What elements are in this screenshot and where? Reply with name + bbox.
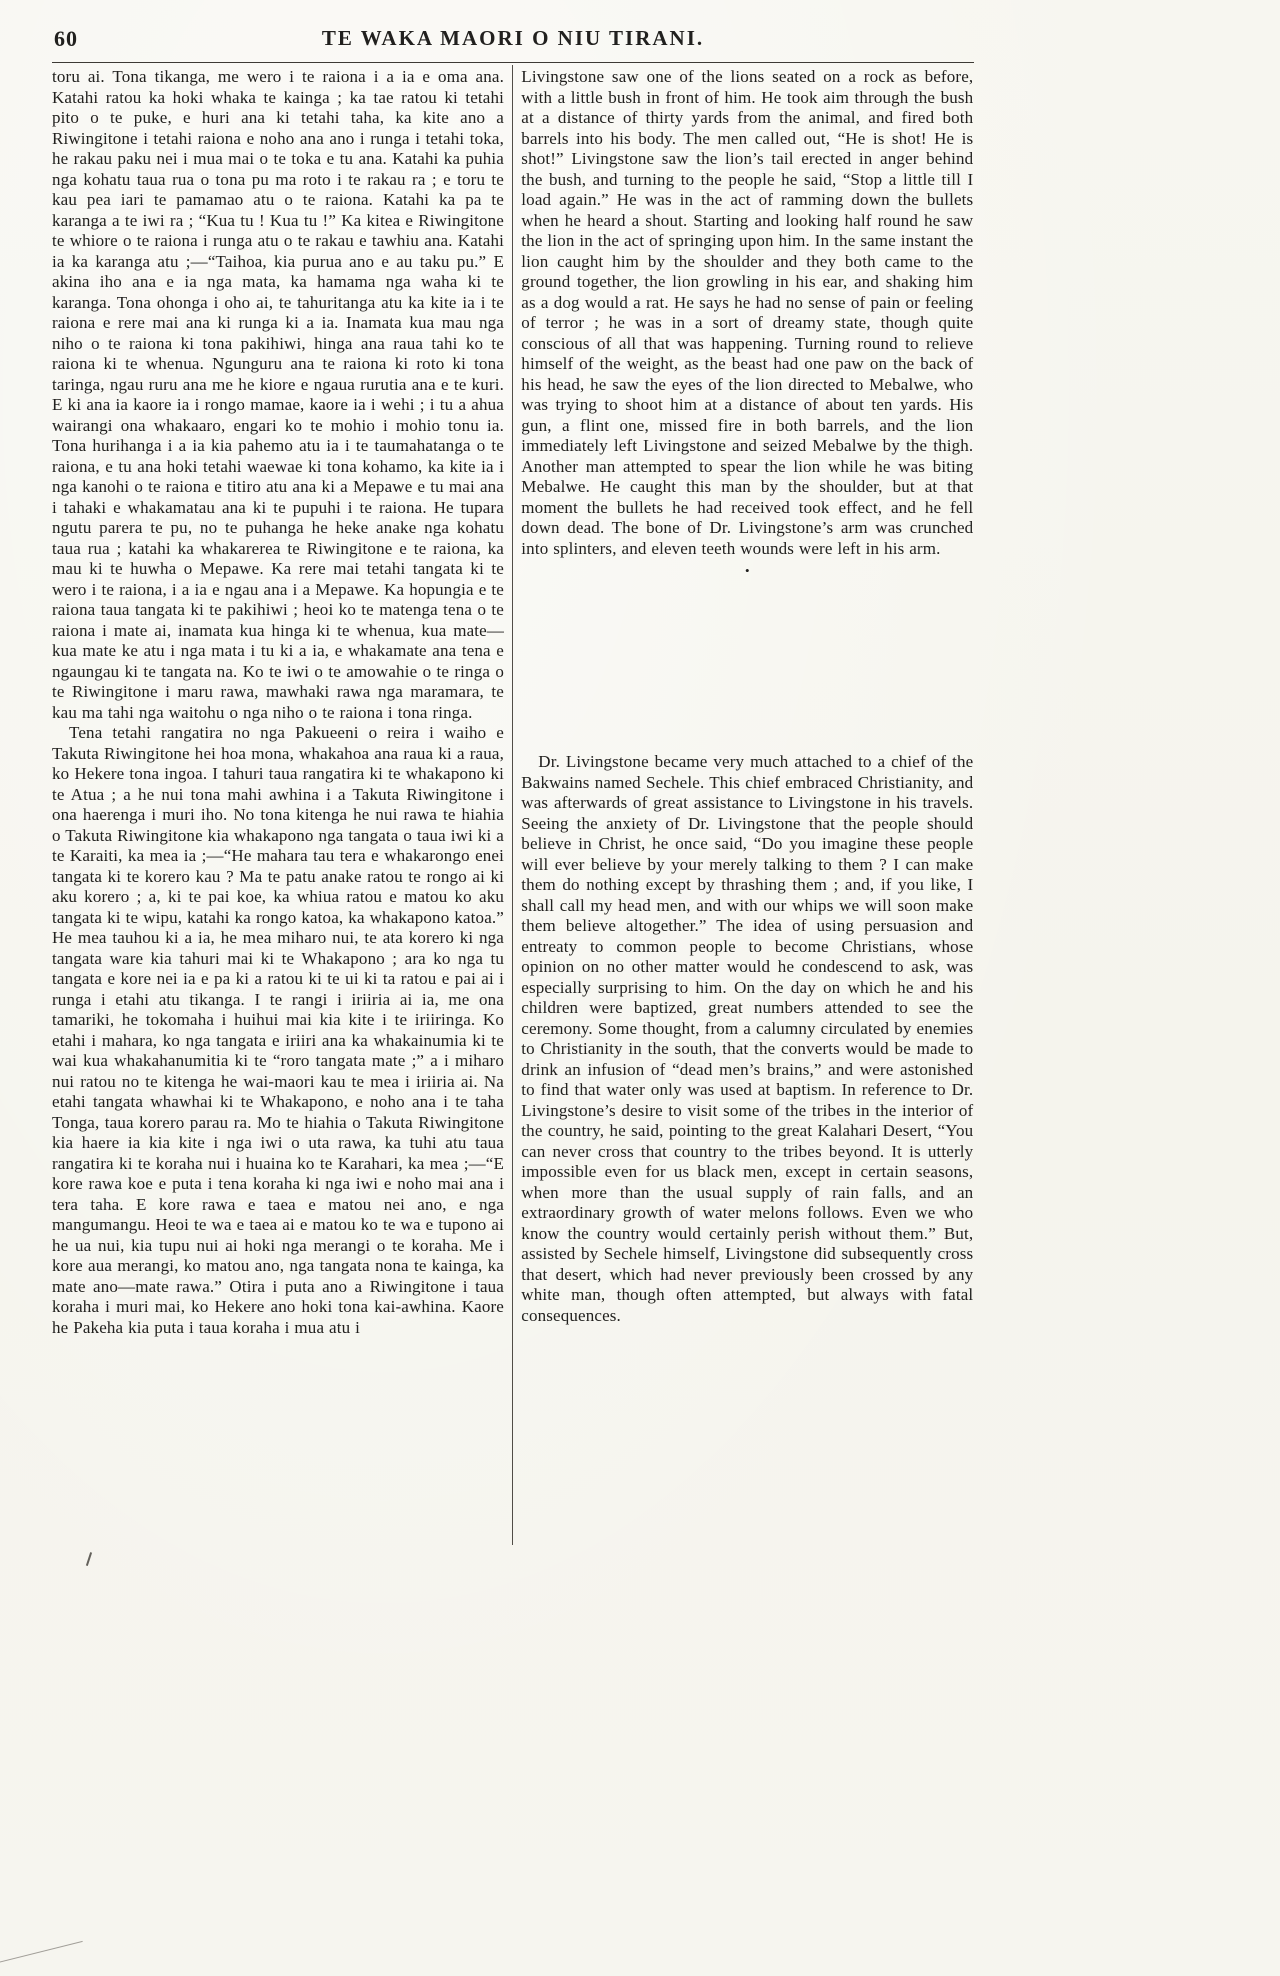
maori-paragraph-continued: toru ai. Tona tikanga, me wero i te raiona i a ia e oma ana. Katahi ratou ka hoki whaka te kainga ; ka tae ratou ki tetahi pito o te puke, e huri ana ki tetahi taha, ka kite ano a Riwingitone i tetahi raiona e noho ana ano i runga i tetahi toka, he rakau paku nei i mua mai o te toka e tu ana. Katahi ka puhia nga kohatu taua rua o tona pu ma roto i te rakau ra ; e toru te kau pea iari te pamamao atu o te raiona. Katahi ka pa te karanga a te iwi ra ; “Kua tu ! Kua tu !” Ka kitea e Riwingitone te whiore o te raiona i runga atu o te rakau e tawhiu ana. Katahi ia ka karanga atu ;—“Taihoa, kia purua ano e au taku pu.” E akina iho ana e ia nga mata, ka hamama nga waha ki te karanga. Tona ohonga i oho ai, te tahuritanga atu ka kite ia i te raiona e rere mai ana ki runga ki a ia. Inamata kua mau nga niho o te raiona ki tona pakihiwi, hinga ana raua tahi ko te raiona ki te whenua. Ngunguru ana te raiona ki roto ki tona taringa, ngau ruru ana me he kiore e ngaua rurutia ana e te kuri. E ki ana ia kaore ia i rongo mamae, kaore ia i wehi ; i tu a ahua wairangi ona whakaaro, engari ko te mohio i mohio tonu ia. Tona hurihanga i a ia kia pahemo atu ia i te taumahatanga o te raiona, e tu ana hoki tetahi waewae ki tona kohamo, ka kite ia i nga kanohi o te raiona e titiro atu ana ki a Mepawe e tu mai ana i tahaki e whakamatau ana ki te pupuhi i te raiona. He tupara ngutu parera te pu, no te puhanga he heke anake nga kohatu taua rua ; katahi ka whakarerea te Riwingitone e te raiona, ka mau ki te huwha o Mepawe. Ka rere mai tetahi tangata ki te wero i te raiona, i a ia e ngau ana i a Mepawe. Ka hopungia e te raiona taua tangata ki te pakihiwi ; heoi ko te matenga tena o te raiona i mate ai, inamata kua hinga ki te whenua, kua mate—kua mate ke atu i nga mata i tu ki a ia, e whakamate ana tena e ngaungau ki te tangata na. Ko te iwi o te amowahie o te ringa o te Riwingitone i maru rawa, mawhaki rawa nga maramara, te kau ma tahi nga waitohu o nga niho o te raiona i tona ringa. [52, 67, 504, 722]
left-column-maori [52, 65, 504, 1557]
columns [52, 65, 974, 1557]
section-separator-dot: • [744, 563, 750, 578]
english-paragraph-lion-attack: Livingstone saw one of the lions seated on a rock as before, with a little bush in front of him. He took aim through the bush at a distance of thirty yards from the animal, and fired both barrels into his body. The men called out, “He is shot! He is shot!” Livingstone saw the lion’s tail erected in anger behind the bush, and turning to the people he said, “Stop a little till I load again.” He was in the act of ramming down the bullets when he heard a shout. Starting and looking half round he saw the lion in the act of springing upon him. In the same instant the lion caught him by the shoulder and they both came to the ground together, the lion growling in his ear, and shaking him as a dog would a rat. He says he had no sense of pain or feeling of terror ; he was in a sort of dreamy state, though quite conscious of all that was happening. Turning round to relieve himself of the weight, as the beast had one paw on the back of his head, he saw the eyes of the lion directed to Mebalwe, who was trying to shoot him at a distance of about ten yards. His gun, a flint one, missed fire in both barrels, and the lion immediately left Livingstone and seized Mebalwe by the thigh. Another man attempted to spear the lion while he was biting Mebalwe. He caught this man by the shoulder, but at that moment the bullets he had received took effect, and he fell down dead. The bone of Dr. Livingstone’s arm was crunched into splinters, and eleven teeth wounds were left in his arm. [521, 67, 974, 558]
english-paragraph-sechele: Dr. Livingstone became very much attached to a chief of the Bakwains named Sechele. This chief embraced Christianity, and was afterwards of great assistance to Livingstone in his travels. Seeing the anxiety of Dr. Livingstone that the people should believe in Christ, he once said, “Do you imagine these people will ever believe by your merely talking to them ? I can make them do nothing except by thrashing them ; and, if you like, I shall call my head men, and with our whips we will soon make them believe altogether.” The idea of using persuasion and entreaty to common people to become Christians, whose opinion on no other matter would he condescend to ask, was especially surprising to him. On the day on which he and his children were baptized, great numbers attended to see the ceremony. Some thought, from a calumny circulated by enemies to Christianity in the south, that the converts would be made to drink an infusion of “dead men’s brains,” and were astonished to find that water only was used at baptism. In reference to Dr. Livingstone’s desire to visit some of the tribes in the interior of the country, he said, pointing to the great Kalahari Desert, “You can never cross that country to the tribes beyond. It is utterly impossible even for us black men, except in certain seasons, when more than the usual supply of rain falls, and an extraordinary growth of water melons follows. Even we who know the country would certainly perish without them.” But, assisted by Sechele himself, Livingstone did subsequently cross that desert, which had never previously been crossed by any white man, though often attempted, but always with fatal consequences. [521, 752, 974, 1325]
maori-paragraph-sechele: Tena tetahi rangatira no nga Pakueeni o reira i waiho e Takuta Riwingitone hei hoa mona, whakahoa ana raua ki a raua, ko Hekere tona ingoa. I tahuri taua rangatira ki te whakapono ki te Atua ; a he nui tona mahi awhina i a Takuta Riwingitone i ona haerenga i muri iho. No tona kitenga he nui rawa te hiahia o Takuta Riwingitone kia whakapono nga tangata o taua iwi ki a te Karaiti, ka mea ia ;—“He mahara tau tera e whakarongo enei tangata ki te korero kau ? Ma te patu anake ratou te rongo ai ki aku korero ; a, ki te pai koe, ka whiua ratou e matou ko aku tangata ki te wipu, katahi ka rongo katoa, ka whakapono katoa.” He mea tauhou ki a ia, he mea miharo nui, te ata korero ki nga tangata ware kia tahuri mai ki te Whakapono ; ara ko nga tu tangata e kore nei ia e pa ki a ratou ki te ui ki ta ratou e pai ai i runga i etahi atu tikanga. I te rangi i iriiria ai ia, me ona tamariki, he tokomaha i huihui mai kia kite i te iriiringa. Ko etahi i mahara, ko nga tangata e iriiri ana ka whakainumia ki te wai kua whakahanumitia ki te “roro tangata mate ;” a i miharo nui ratou no te kitenga he wai-maori kau te mea i iriiria ai. Na etahi tangata whawhai ki te Whakapono, e noho ana i te taha Tonga, taua korero parau ra. Mo te hiahia o Takuta Riwingitone kia haere ia kia kite i nga iwi o uta rawa, ka tuhi atu taua rangatira ki te koraha nui i huaina ko te Karahari, ka mea ;—“E kore rawa koe e puta i tena koraha ki nga iwi e noho mai ana i tera taha. E kore rawa e taea e matou nei ano, e nga mangumangu. Heoi te wa e taea ai e matou ko te wa e tupono ai he ua nui, kia tupu nui ai hoki nga merangi o te koraha. Me i kore aua merangi, ko matou ano, nga tangata nona te kainga, ka mate ano—mate rawa.” Otira i puta ano a Riwingitone i taua koraha i muri mai, ko Hekere ano hoki tona kai-awhina. Kaore he Pakeha kia puta i taua koraha i mua atu i [52, 723, 504, 1337]
right-column-english [521, 65, 973, 1557]
scan-artifact-corner-line [0, 1941, 83, 1965]
masthead [52, 18, 974, 62]
column-divider-rule [512, 65, 513, 1545]
page-content [52, 18, 974, 1557]
header-rule [52, 62, 974, 63]
page-title: TE WAKA MAORI O NIU TIRANI. [321, 26, 705, 50]
page-number: 60 [54, 26, 78, 51]
